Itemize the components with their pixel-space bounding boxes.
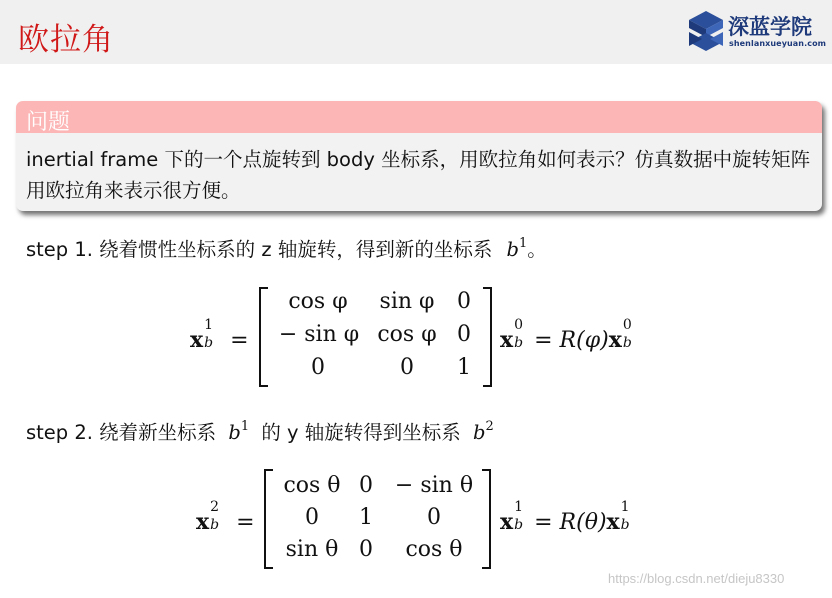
cube-logo-icon <box>686 9 726 53</box>
eq1-cell: 0 <box>400 355 414 380</box>
eq2-cell: 0 <box>305 505 319 530</box>
problem-box-text: inertial frame 下的一个点旋转到 body 坐标系，用欧拉角如何表示？仿真数据中旋转矩阵用欧拉角来表示很方便。 <box>26 148 811 202</box>
step-1 <box>26 234 547 262</box>
problem-box <box>16 101 822 211</box>
problem-box-title: 问题 <box>26 110 71 135</box>
eq1-rhs: x 0 b = R(φ)x 0 b <box>500 317 632 353</box>
eq1-cell: 0 <box>311 355 325 380</box>
eq1-cell: 0 <box>457 289 471 314</box>
eq1-lhs: x 1 b = <box>190 317 249 353</box>
logo <box>686 9 826 55</box>
logo-url: shenlanxueyuan.com <box>729 39 827 48</box>
eq2-left-bracket <box>264 469 273 569</box>
eq2-cell: 0 <box>427 505 441 530</box>
step-1-end: 。 <box>527 238 547 261</box>
eq2-cell: cos θ <box>283 473 341 498</box>
slide-title: 欧拉角 <box>18 22 114 58</box>
eq2-cell: 0 <box>359 537 373 562</box>
eq2-right-bracket <box>482 469 491 569</box>
eq1-cell: cos φ <box>377 322 437 347</box>
watermark: https://blog.csdn.net/dieju8330 <box>608 571 785 586</box>
step-2-text-b: 的 y 轴旋转得到坐标系 <box>261 421 461 444</box>
problem-box-header <box>16 101 822 133</box>
step-1-text: step 1. 绕着惯性坐标系的 z 轴旋转，得到新的坐标系 <box>26 238 493 261</box>
eq1-cell: − sin φ <box>278 322 360 347</box>
eq1-left-bracket <box>259 287 268 387</box>
eq1-cell: sin φ <box>379 289 435 314</box>
step-2 <box>26 417 494 445</box>
eq2-lhs: x 2 b = <box>196 499 255 535</box>
eq1-cell: 1 <box>457 355 471 380</box>
eq2-cell: 0 <box>359 473 373 498</box>
eq1-cell: 0 <box>457 322 471 347</box>
eq1-cell: cos φ <box>288 289 348 314</box>
eq2-cell: − sin θ <box>394 473 474 498</box>
eq2-rhs: x 1 b = R(θ)x 1 b <box>500 499 630 535</box>
eq1-right-bracket <box>483 287 492 387</box>
step-2-frame: $b^1$ <box>228 419 250 444</box>
step-1-frame: $b^1$ <box>506 236 528 261</box>
eq2-cell: sin θ <box>285 537 339 562</box>
step-2-frame-2: $b^2$ <box>473 419 494 444</box>
eq2-cell: 1 <box>359 505 373 530</box>
slide-header <box>0 0 832 64</box>
step-2-text-a: step 2. 绕着新坐标系 <box>26 421 217 444</box>
eq2-cell: cos θ <box>405 537 463 562</box>
logo-name: 深蓝学院 <box>728 15 812 39</box>
